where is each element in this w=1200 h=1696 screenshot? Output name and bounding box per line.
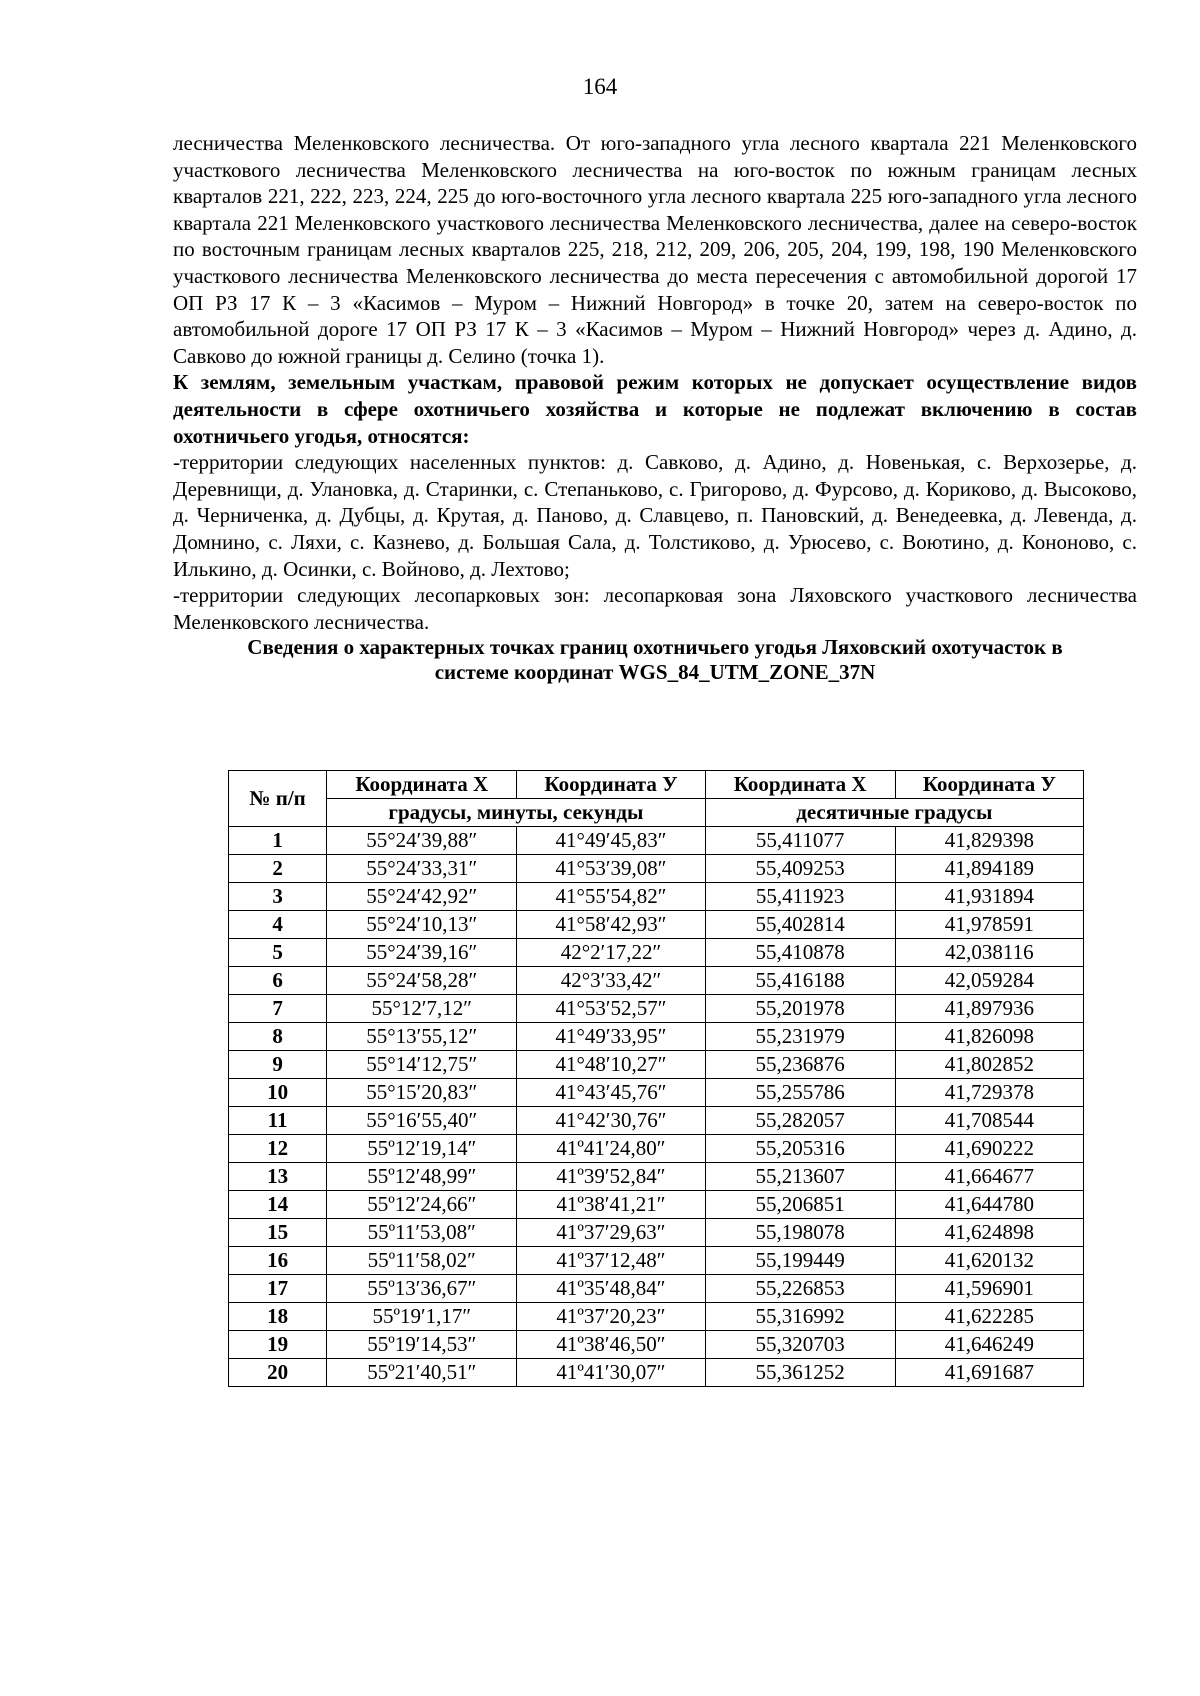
row-number-cell: 5 [229, 939, 327, 967]
coord-x-dec-cell: 55,409253 [705, 855, 895, 883]
coord-y-dec-cell: 41,646249 [895, 1331, 1083, 1359]
coord-y-dec-cell: 41,931894 [895, 883, 1083, 911]
coord-x-dec-cell: 55,213607 [705, 1163, 895, 1191]
table-title-line-1: Сведения о характерных точках границ охотничьего угодья Ляховский охотучасток в [247, 635, 1063, 660]
coord-y-dms-cell: 41º41′24,80″ [517, 1135, 705, 1163]
coord-x-dec-cell: 55,410878 [705, 939, 895, 967]
table-row [229, 1051, 1084, 1079]
coord-y-dec-cell: 41,829398 [895, 827, 1083, 855]
coord-x-dms-cell: 55°12′7,12″ [327, 995, 517, 1023]
coord-x-dms-cell: 55º19′14,53″ [327, 1331, 517, 1359]
coord-x-dec-cell: 55,199449 [705, 1247, 895, 1275]
coord-y-dec-cell: 41,690222 [895, 1135, 1083, 1163]
coord-x-dec-cell: 55,320703 [705, 1331, 895, 1359]
coord-y-dms-cell: 41º37′29,63″ [517, 1219, 705, 1247]
coord-x-dec-cell: 55,411923 [705, 883, 895, 911]
coord-x-dec-cell: 55,205316 [705, 1135, 895, 1163]
coordinates-table-body [229, 827, 1084, 1387]
row-number-cell: 12 [229, 1135, 327, 1163]
table-row [229, 911, 1084, 939]
coord-y-dms-cell: 41°55′54,82″ [517, 883, 705, 911]
table-row [229, 967, 1084, 995]
coord-y-dms-cell: 41°42′30,76″ [517, 1107, 705, 1135]
coord-y-dec-cell: 41,624898 [895, 1219, 1083, 1247]
row-number-cell: 15 [229, 1219, 327, 1247]
row-number-cell: 8 [229, 1023, 327, 1051]
coord-x-dms-cell: 55º11′58,02″ [327, 1247, 517, 1275]
coord-x-dec-cell: 55,236876 [705, 1051, 895, 1079]
table-row [229, 1107, 1084, 1135]
coord-y-dms-cell: 41°53′52,57″ [517, 995, 705, 1023]
row-number-cell: 2 [229, 855, 327, 883]
coord-x-dms-cell: 55°15′20,83″ [327, 1079, 517, 1107]
coord-x-dec-cell: 55,411077 [705, 827, 895, 855]
table-row [229, 1331, 1084, 1359]
coord-y-dec-cell: 41,596901 [895, 1275, 1083, 1303]
coord-x-dms-cell: 55°24′39,16″ [327, 939, 517, 967]
table-row [229, 939, 1084, 967]
row-number-cell: 17 [229, 1275, 327, 1303]
header-coord-y-dec: Координата У [895, 771, 1083, 799]
coordinates-table [228, 770, 1084, 1387]
coord-x-dms-cell: 55º12′19,14″ [327, 1135, 517, 1163]
coord-y-dms-cell: 41°43′45,76″ [517, 1079, 705, 1107]
coord-x-dec-cell: 55,198078 [705, 1219, 895, 1247]
coord-y-dms-cell: 41°58′42,93″ [517, 911, 705, 939]
table-title-line-2: системе координат WGS_84_UTM_ZONE_37N [434, 660, 876, 685]
coord-x-dec-cell: 55,282057 [705, 1107, 895, 1135]
coord-y-dms-cell: 41°49′33,95″ [517, 1023, 705, 1051]
coord-y-dec-cell: 42,059284 [895, 967, 1083, 995]
row-number-cell: 11 [229, 1107, 327, 1135]
coord-x-dms-cell: 55º13′36,67″ [327, 1275, 517, 1303]
excluded-lands-heading: К землям, земельным участкам, правовой режим которых не допускает осуществление видов деятельности в сфере охотничьего хозяйства и которые не подлежат включению в состав охотничьего угодья, относятся: [173, 370, 1137, 448]
coord-y-dec-cell: 41,622285 [895, 1303, 1083, 1331]
row-number-cell: 4 [229, 911, 327, 939]
coord-y-dec-cell: 41,802852 [895, 1051, 1083, 1079]
coord-y-dec-cell: 41,644780 [895, 1191, 1083, 1219]
table-row [229, 1275, 1084, 1303]
table-row [229, 883, 1084, 911]
coord-x-dec-cell: 55,226853 [705, 1275, 895, 1303]
coord-x-dec-cell: 55,361252 [705, 1359, 895, 1387]
coord-x-dec-cell: 55,255786 [705, 1079, 895, 1107]
subheader-dms: градусы, минуты, секунды [327, 799, 705, 827]
row-number-cell: 16 [229, 1247, 327, 1275]
coord-y-dms-cell: 41º37′20,23″ [517, 1303, 705, 1331]
coord-x-dms-cell: 55°24′42,92″ [327, 883, 517, 911]
row-number-cell: 9 [229, 1051, 327, 1079]
coord-y-dms-cell: 42°2′17,22″ [517, 939, 705, 967]
coord-x-dec-cell: 55,316992 [705, 1303, 895, 1331]
table-row [229, 1135, 1084, 1163]
row-number-cell: 14 [229, 1191, 327, 1219]
table-row [229, 1359, 1084, 1387]
coord-y-dms-cell: 41°48′10,27″ [517, 1051, 705, 1079]
coord-y-dec-cell: 41,897936 [895, 995, 1083, 1023]
table-row [229, 1191, 1084, 1219]
table-row [229, 1247, 1084, 1275]
coord-y-dec-cell: 41,729378 [895, 1079, 1083, 1107]
coord-x-dec-cell: 55,416188 [705, 967, 895, 995]
coord-y-dms-cell: 41º38′46,50″ [517, 1331, 705, 1359]
header-coord-x-dec: Координата Х [705, 771, 895, 799]
coord-y-dms-cell: 41º39′52,84″ [517, 1163, 705, 1191]
row-number-cell: 1 [229, 827, 327, 855]
list-item-settlements: -территории следующих населенных пунктов: д. Савково, д. Адино, д. Новенькая, с. Верхозерье, д. Деревнищи, д. Улановка, д. Старинки, с. Степаньково, с. Григорово, д. Фурсово, д. Кориково, д. Высоково, д. Черниченка, д. Дубцы, д. Крутая, д. Паново, д. Славцево, п. Пановский, д. Венедеевка, д. Левенда, д. Домнино, с. Ляхи, с. Казнево, д. Большая Сала, д. Толстиково, д. Урюсево, с. Воютино, д. Кононово, с. Илькино, д. Осинки, с. Войново, д. Лехтово; [173, 450, 1137, 581]
row-number-cell: 6 [229, 967, 327, 995]
coord-y-dec-cell: 42,038116 [895, 939, 1083, 967]
coord-y-dec-cell: 41,826098 [895, 1023, 1083, 1051]
coord-x-dms-cell: 55º12′48,99″ [327, 1163, 517, 1191]
row-number-cell: 20 [229, 1359, 327, 1387]
coord-y-dms-cell: 42°3′33,42″ [517, 967, 705, 995]
table-row [229, 1303, 1084, 1331]
coord-x-dms-cell: 55°24′33,31″ [327, 855, 517, 883]
coord-x-dms-cell: 55º19′1,17″ [327, 1303, 517, 1331]
coord-y-dec-cell: 41,691687 [895, 1359, 1083, 1387]
coord-x-dms-cell: 55°24′39,88″ [327, 827, 517, 855]
coord-y-dms-cell: 41º35′48,84″ [517, 1275, 705, 1303]
table-row [229, 1023, 1084, 1051]
table-row [229, 995, 1084, 1023]
coord-y-dec-cell: 41,894189 [895, 855, 1083, 883]
coord-x-dec-cell: 55,231979 [705, 1023, 895, 1051]
row-number-cell: 18 [229, 1303, 327, 1331]
table-row [229, 855, 1084, 883]
document-body [173, 130, 1137, 685]
row-number-cell: 10 [229, 1079, 327, 1107]
coord-x-dms-cell: 55º21′40,51″ [327, 1359, 517, 1387]
header-coord-y-dms: Координата У [517, 771, 705, 799]
paragraph-boundary-description: лесничества Меленковского лесничества. От юго-западного угла лесного квартала 221 Меленковского участкового лесничества Меленковского лесничества на юго-восток по южным границам лесных кварталов 221, 222, 223, 224, 225 до юго-восточного угла лесного квартала 225 юго-западного угла лесного квартала 221 Меленковского участкового лесничества Меленковского лесничества, далее на северо-восток по восточным границам лесных кварталов 225, 218, 212, 209, 206, 205, 204, 199, 198, 190 Меленковского участкового лесничества Меленковского лесничества до места пересечения с автомобильной дорогой 17 ОП РЗ 17 К – 3 «Касимов – Муром – Нижний Новгород» в точке 20, затем на северо-восток по автомобильной дороге 17 ОП РЗ 17 К – 3 «Касимов – Муром – Нижний Новгород» через д. Адино, д. Савково до южной границы д. Селино (точка 1). [173, 131, 1137, 368]
coord-x-dec-cell: 55,201978 [705, 995, 895, 1023]
row-number-cell: 7 [229, 995, 327, 1023]
coord-y-dec-cell: 41,664677 [895, 1163, 1083, 1191]
subheader-decimal: десятичные градусы [705, 799, 1083, 827]
coord-x-dms-cell: 55°16′55,40″ [327, 1107, 517, 1135]
coord-y-dms-cell: 41º38′41,21″ [517, 1191, 705, 1219]
table-row [229, 1219, 1084, 1247]
coord-y-dec-cell: 41,620132 [895, 1247, 1083, 1275]
coord-x-dms-cell: 55º11′53,08″ [327, 1219, 517, 1247]
page-number: 164 [582, 74, 618, 99]
coord-y-dms-cell: 41º41′30,07″ [517, 1359, 705, 1387]
coord-x-dms-cell: 55°13′55,12″ [327, 1023, 517, 1051]
coord-x-dms-cell: 55°24′58,28″ [327, 967, 517, 995]
row-number-cell: 19 [229, 1331, 327, 1359]
row-number-cell: 13 [229, 1163, 327, 1191]
header-row-number: № п/п [229, 771, 327, 827]
coord-x-dms-cell: 55º12′24,66″ [327, 1191, 517, 1219]
header-coord-x-dms: Координата Х [327, 771, 517, 799]
coord-x-dms-cell: 55°14′12,75″ [327, 1051, 517, 1079]
row-number-cell: 3 [229, 883, 327, 911]
list-item-forest-park-zones: -территории следующих лесопарковых зон: лесопарковая зона Ляховского участкового лесничества Меленковского лесничества. [173, 583, 1137, 634]
coord-y-dms-cell: 41°49′45,83″ [517, 827, 705, 855]
coord-x-dec-cell: 55,402814 [705, 911, 895, 939]
coord-y-dms-cell: 41º37′12,48″ [517, 1247, 705, 1275]
coord-y-dec-cell: 41,978591 [895, 911, 1083, 939]
table-row [229, 1079, 1084, 1107]
table-row [229, 1163, 1084, 1191]
coord-x-dms-cell: 55°24′10,13″ [327, 911, 517, 939]
coord-y-dec-cell: 41,708544 [895, 1107, 1083, 1135]
coord-x-dec-cell: 55,206851 [705, 1191, 895, 1219]
coord-y-dms-cell: 41°53′39,08″ [517, 855, 705, 883]
table-row [229, 827, 1084, 855]
